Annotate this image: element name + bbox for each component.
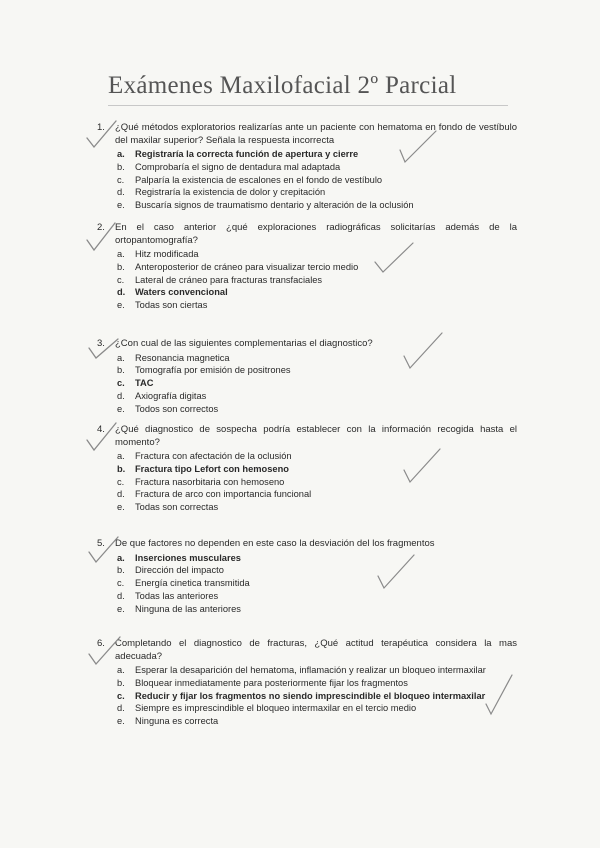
- question-text: En el caso anterior ¿qué exploraciones radiográficas solicitarías además de la ortopantomografía?: [115, 222, 517, 246]
- question-number: 6.: [97, 638, 105, 649]
- pencil-check-icon: [374, 552, 418, 592]
- question-2: [97, 222, 517, 312]
- option-text: Fractura con afectación de la oclusión: [135, 451, 292, 461]
- page-title: Exámenes Maxilofacial 2º Parcial: [108, 72, 457, 99]
- question-3: [97, 338, 517, 415]
- option-letter: d.: [117, 287, 126, 298]
- title-underline: [108, 105, 508, 106]
- option-letter: d.: [117, 489, 125, 500]
- pencil-check-icon: [84, 220, 120, 254]
- option-letter: b.: [117, 365, 125, 376]
- option-text: Resonancia magnetica: [135, 352, 230, 363]
- question-6: [97, 638, 517, 728]
- option-letter: a.: [117, 451, 125, 461]
- option-c: [117, 377, 517, 390]
- option-letter: c.: [117, 690, 125, 701]
- option-text: Registraría la correcta función de apertura y cierre: [135, 149, 359, 159]
- option-text: Siempre es imprescindible el bloqueo intermaxilar en el tercio medio: [135, 703, 417, 714]
- option-text: TAC: [135, 378, 154, 389]
- option-c: [117, 476, 517, 489]
- option-e: [117, 715, 517, 728]
- option-text: Axiografía digitas: [135, 390, 207, 401]
- option-letter: c.: [117, 174, 125, 185]
- option-c: [117, 577, 517, 590]
- question-5: [97, 538, 517, 615]
- question-1: [97, 122, 517, 212]
- option-text: Tomografía por emisión de positrones: [135, 365, 291, 376]
- option-text: Todas son ciertas: [135, 300, 208, 311]
- pencil-check-icon: [84, 420, 120, 454]
- question-text: ¿Con cual de las siguientes complementarias el diagnostico?: [115, 338, 373, 349]
- option-text: Fractura tipo Lefort con hemoseno: [135, 463, 289, 474]
- option-e: [117, 603, 517, 616]
- option-b: [117, 261, 517, 274]
- option-e: [117, 299, 517, 312]
- option-list: [97, 450, 517, 514]
- option-letter: d.: [117, 187, 125, 198]
- option-letter: a.: [117, 149, 125, 159]
- option-text: Ninguna es correcta: [135, 716, 219, 727]
- question-number: 5.: [97, 538, 105, 549]
- pencil-check-icon: [396, 128, 440, 168]
- option-b: [117, 364, 517, 377]
- option-letter: e.: [117, 716, 125, 727]
- question-number: 4.: [97, 424, 105, 435]
- option-letter: c.: [117, 274, 125, 285]
- option-letter: d.: [117, 590, 125, 601]
- option-text: Registraría la existencia de dolor y crepitación: [135, 187, 326, 198]
- pencil-check-icon: [86, 336, 122, 362]
- pencil-check-icon: [400, 330, 446, 372]
- option-letter: a.: [117, 552, 125, 563]
- option-text: Energía cinetica transmitida: [135, 578, 250, 589]
- pencil-check-icon: [86, 634, 124, 668]
- option-list: [97, 352, 517, 416]
- option-b: [117, 677, 517, 690]
- option-text: Hitz modificada: [135, 249, 199, 259]
- question-text: De que factores no dependen en este caso la desviación del los fragmentos: [115, 538, 435, 549]
- option-text: Todos son correctos: [135, 403, 219, 414]
- option-c: [117, 174, 517, 187]
- option-a: [117, 248, 517, 261]
- option-letter: d.: [117, 390, 125, 401]
- option-letter: e.: [117, 300, 125, 311]
- option-text: Ninguna de las anteriores: [135, 603, 241, 614]
- option-d: [117, 186, 517, 199]
- question-number: 1.: [97, 122, 105, 133]
- option-letter: c.: [117, 378, 125, 389]
- option-letter: e.: [117, 603, 125, 614]
- option-text: Waters convencional: [135, 287, 228, 298]
- option-letter: a.: [117, 665, 125, 675]
- option-b: [117, 564, 517, 577]
- pencil-check-icon: [400, 446, 444, 486]
- option-letter: a.: [117, 249, 125, 259]
- option-d: [117, 488, 517, 501]
- option-letter: c.: [117, 578, 125, 589]
- option-a: [117, 352, 517, 365]
- option-d: [117, 286, 517, 299]
- option-letter: e.: [117, 502, 125, 513]
- question-4: [97, 424, 517, 514]
- option-c: [117, 690, 517, 703]
- option-a: [117, 148, 517, 161]
- option-text: Anteroposterior de cráneo para visualizar tercio medio: [135, 261, 359, 272]
- option-letter: b.: [117, 677, 125, 688]
- option-a: [117, 552, 517, 565]
- option-b: [117, 161, 517, 174]
- option-letter: b.: [117, 161, 125, 172]
- option-e: [117, 199, 517, 212]
- option-list: [97, 248, 517, 312]
- option-a: [117, 450, 517, 463]
- option-d: [117, 590, 517, 603]
- question-number: 2.: [97, 222, 105, 233]
- option-text: Inserciones musculares: [135, 552, 241, 563]
- option-text: Fractura nasorbitaria con hemoseno: [135, 476, 285, 487]
- pencil-check-icon: [86, 534, 122, 566]
- option-letter: e.: [117, 403, 125, 414]
- option-text: Fractura de arco con importancia funcional: [135, 489, 312, 500]
- pencil-check-icon: [372, 240, 416, 276]
- option-letter: c.: [117, 476, 125, 487]
- option-text: Todas son correctas: [135, 502, 219, 513]
- option-text: Lateral de cráneo para fracturas transfaciales: [135, 274, 323, 285]
- option-letter: b.: [117, 463, 126, 474]
- option-text: Todas las anteriores: [135, 590, 219, 601]
- option-letter: b.: [117, 261, 125, 272]
- option-text: Esperar la desaparición del hematoma, inflamación y realizar un bloqueo intermaxilar: [135, 665, 486, 675]
- option-letter: d.: [117, 703, 125, 714]
- option-letter: b.: [117, 565, 125, 576]
- option-e: [117, 501, 517, 514]
- option-d: [117, 702, 517, 715]
- option-text: Dirección del impacto: [135, 565, 224, 576]
- option-letter: a.: [117, 352, 125, 363]
- option-letter: e.: [117, 200, 125, 211]
- option-text: Palparía la existencia de escalones en el fondo de vestíbulo: [135, 174, 383, 185]
- option-list: [97, 148, 517, 212]
- option-e: [117, 403, 517, 416]
- question-text: Completando el diagnostico de fracturas, ¿Qué actitud terapéutica considera la mas adecuada?: [115, 638, 517, 662]
- option-a: [117, 664, 517, 677]
- option-b: [117, 463, 517, 476]
- question-number: 3.: [97, 338, 105, 349]
- pencil-check-icon: [482, 672, 516, 718]
- option-text: Comprobaría el signo de dentadura mal adaptada: [135, 161, 341, 172]
- option-text: Bloquear inmediatamente para posteriormente fijar los fragmentos: [135, 677, 408, 688]
- pencil-check-icon: [84, 118, 120, 152]
- option-d: [117, 390, 517, 403]
- option-list: [97, 664, 517, 728]
- question-text: ¿Qué métodos exploratorios realizarías ante un paciente con hematoma en fondo de vestíbulo del maxilar superior? Señala la respuesta incorrecta: [115, 122, 517, 146]
- option-c: [117, 274, 517, 287]
- question-text: ¿Qué diagnostico de sospecha podría establecer con la información recogida hasta el momento?: [115, 424, 517, 448]
- option-list: [97, 552, 517, 616]
- option-text: Reducir y fijar los fragmentos no siendo imprescindible el bloqueo intermaxilar: [135, 690, 486, 701]
- option-text: Buscaría signos de traumatismo dentario y alteración de la oclusión: [135, 200, 414, 211]
